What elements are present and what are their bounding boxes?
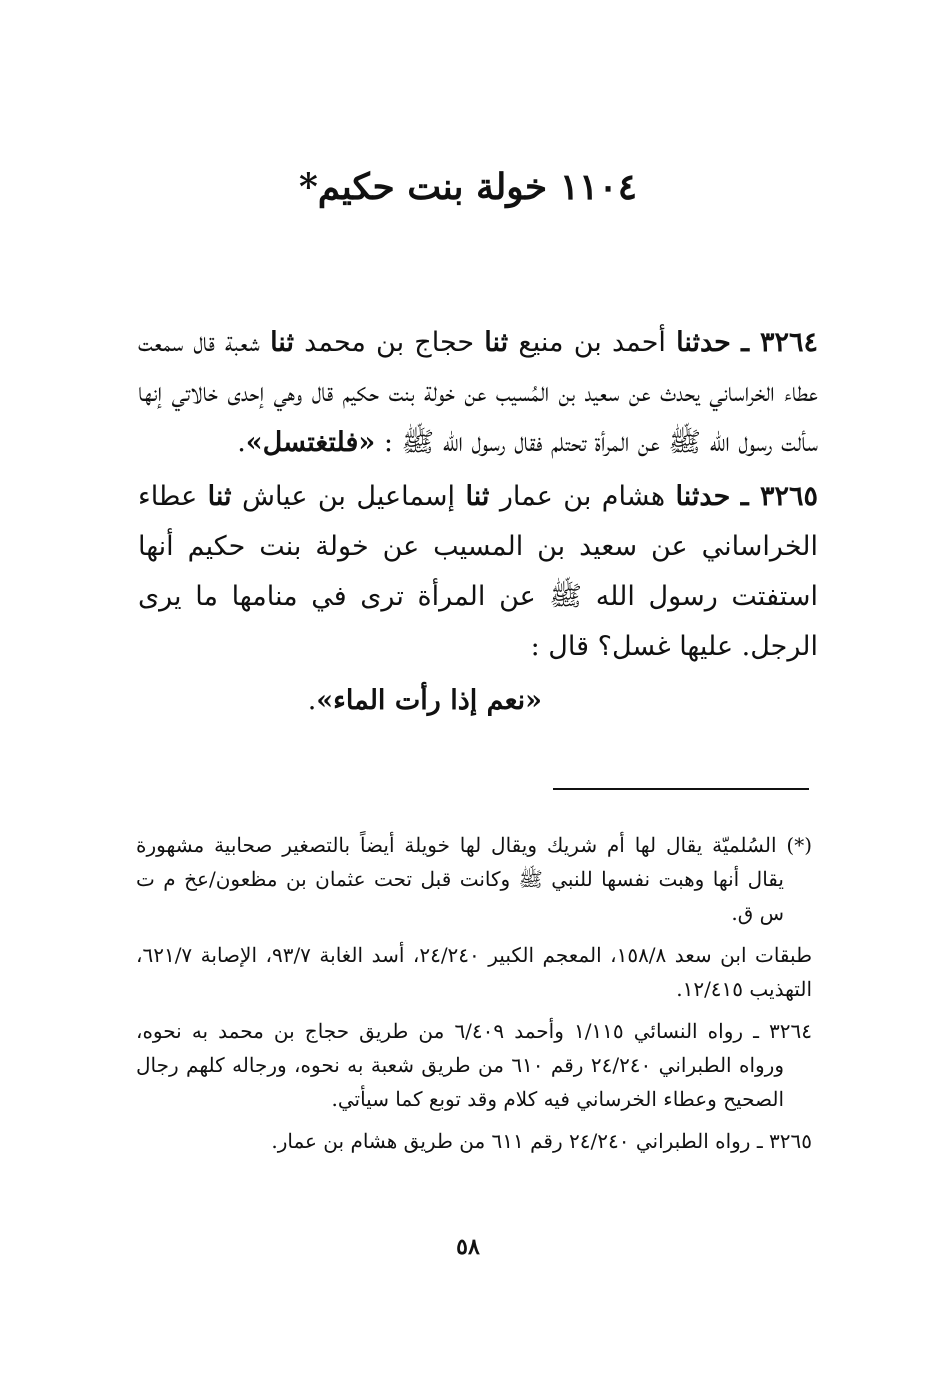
hadith-number: ٣٢٦٥ ـ [740, 481, 818, 512]
narration-keyword: ثنا [465, 481, 490, 512]
footnotes [136, 828, 812, 1166]
period: . [307, 685, 317, 716]
narration-keyword: ثنا [207, 481, 232, 512]
footnote-star: (*) السُلميّة يقال لها أم شريك ويقال لها خويلة أيضاً بالتصغير صحابية مشهورة يقال أنها وهبت نفسها للنبي ﷺ وكانت قبل تحت عثمان بن مظعون/عخ م ت س ق. [136, 833, 812, 925]
narrator: هشام بن عمار [499, 481, 666, 512]
narration-keyword: حدثنا [675, 481, 731, 512]
prophetic-quote: «فلتغتسل» [245, 427, 376, 458]
narrator: أحمد بن منيع [518, 327, 666, 358]
narrator: إسماعيل بن عياش [241, 481, 456, 512]
hadith-number: ٣٢٦٤ ـ [741, 327, 819, 358]
page-number: ٥٨ [456, 1234, 480, 1260]
prophetic-quote: «نعم إذا رأت الماء» [316, 685, 542, 716]
footnote-divider [553, 788, 809, 790]
narration-keyword: ثنا [484, 327, 509, 358]
narrator: حجاج بن محمد [304, 327, 475, 358]
hadith-3264 [138, 318, 818, 468]
hadith-3265-answer [138, 676, 818, 726]
narration-keyword: ثنا [270, 327, 294, 358]
section-title: ١١٠٤ خولة بنت حكيم* [298, 166, 638, 208]
hadith-3265 [138, 472, 818, 672]
hadith-body: شعبة قال سمعت عطاء الخراساني يحدث عن سعيد بن المُسيب عن خولة بنت حكيم قال وهي إحدى خالاتي إنها سألت رسول الله ﷺ عن المرأة تحتلم فقال رسول الله ﷺ : [138, 327, 818, 458]
period: . [237, 427, 246, 458]
footnote-sources: طبقات ابن سعد ١٥٨/٨، المعجم الكبير ٢٤/٢٤٠، أسد الغابة ٩٣/٧، الإصابة ٦٢١/٧، التهذيب ١٢/٤١٥. [136, 943, 812, 1001]
hadith-body: عطاء الخراساني عن سعيد بن المسيب عن خولة بنت حكيم أنها استفتت رسول الله ﷺ عن المرأة ترى في منامها ما يرى الرجل. عليها غسل؟ قال : [138, 481, 818, 662]
footnote-3264: ٣٢٦٤ ـ رواه النسائي ١/١١٥ وأحمد ٦/٤٠٩ من طريق حجاج بن محمد به نحوه، ورواه الطبراني ٢٤/٢٤٠ رقم ٦١٠ من طريق شعبة به نحوه، ورجاله كلهم رجال الصحيح وعطاء الخرساني فيه كلام وقد توبع كما سيأتي. [136, 1019, 813, 1111]
main-text [138, 318, 818, 726]
footnote-3265: ٣٢٦٥ ـ رواه الطبراني ٢٤/٢٤٠ رقم ٦١١ من طريق هشام بن عمار. [271, 1129, 812, 1153]
narration-keyword: حدثنا [676, 327, 731, 358]
